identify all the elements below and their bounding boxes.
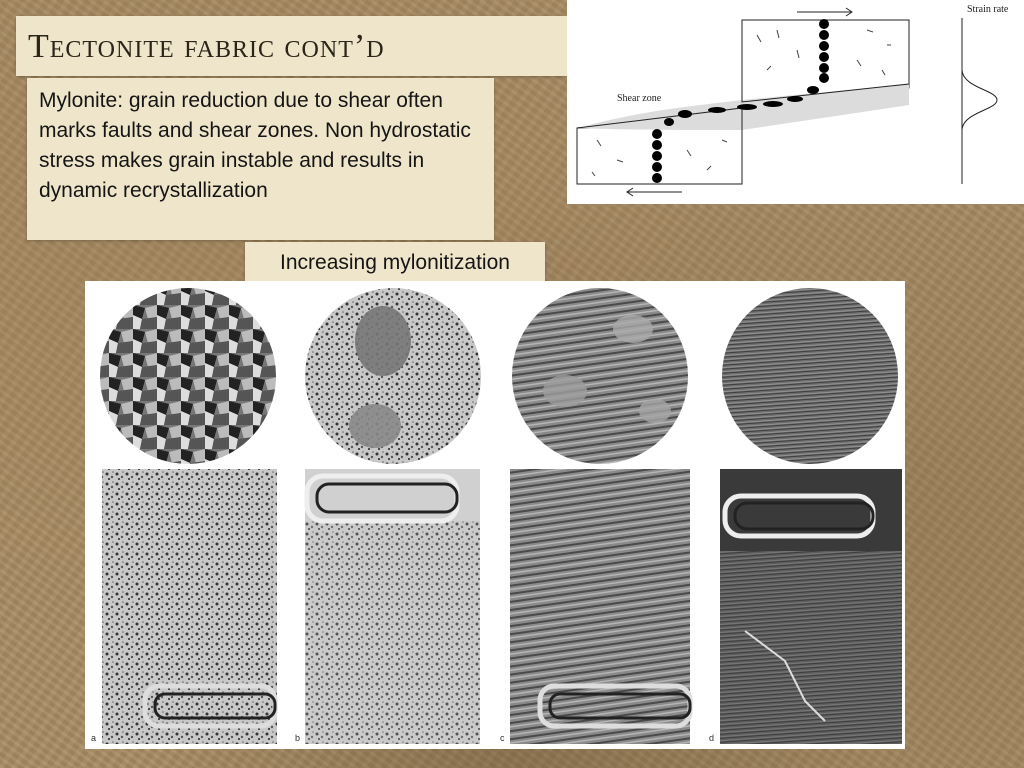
body-text: Mylonite: grain reduction due to shear often marks faults and shear zones. Non hydrostatic stress makes grain instable and results in dynamic recrystallization <box>39 89 471 202</box>
hand-specimen-a <box>102 469 277 744</box>
micrograph-b <box>305 288 481 464</box>
panel-label-a: a <box>91 733 97 743</box>
panel-label-c: c <box>500 733 505 743</box>
caption-text: Increasing mylonitization <box>280 251 510 274</box>
slide-title: Tectonite fabric cont’d <box>28 28 385 65</box>
hand-specimen-b <box>305 469 480 744</box>
micrograph-d <box>722 288 898 464</box>
strain-rate-label: Strain rate <box>967 4 1009 15</box>
panel-label-b: b <box>295 733 301 743</box>
mylonitization-photos-svg <box>85 281 905 749</box>
shear-zone-label: Shear zone <box>617 93 662 104</box>
hand-specimen-d <box>720 469 902 744</box>
micrograph-a <box>100 288 276 464</box>
caption-box <box>245 242 545 284</box>
hand-specimen-c <box>510 469 690 744</box>
panel-label-d: d <box>709 733 715 743</box>
micrograph-c <box>512 288 688 464</box>
shear-zone-diagram <box>567 0 1024 204</box>
title-box <box>16 16 568 76</box>
mylonitization-photo-panel <box>85 281 905 749</box>
shear-zone-diagram-svg <box>567 0 1024 204</box>
body-text-box <box>27 78 494 240</box>
